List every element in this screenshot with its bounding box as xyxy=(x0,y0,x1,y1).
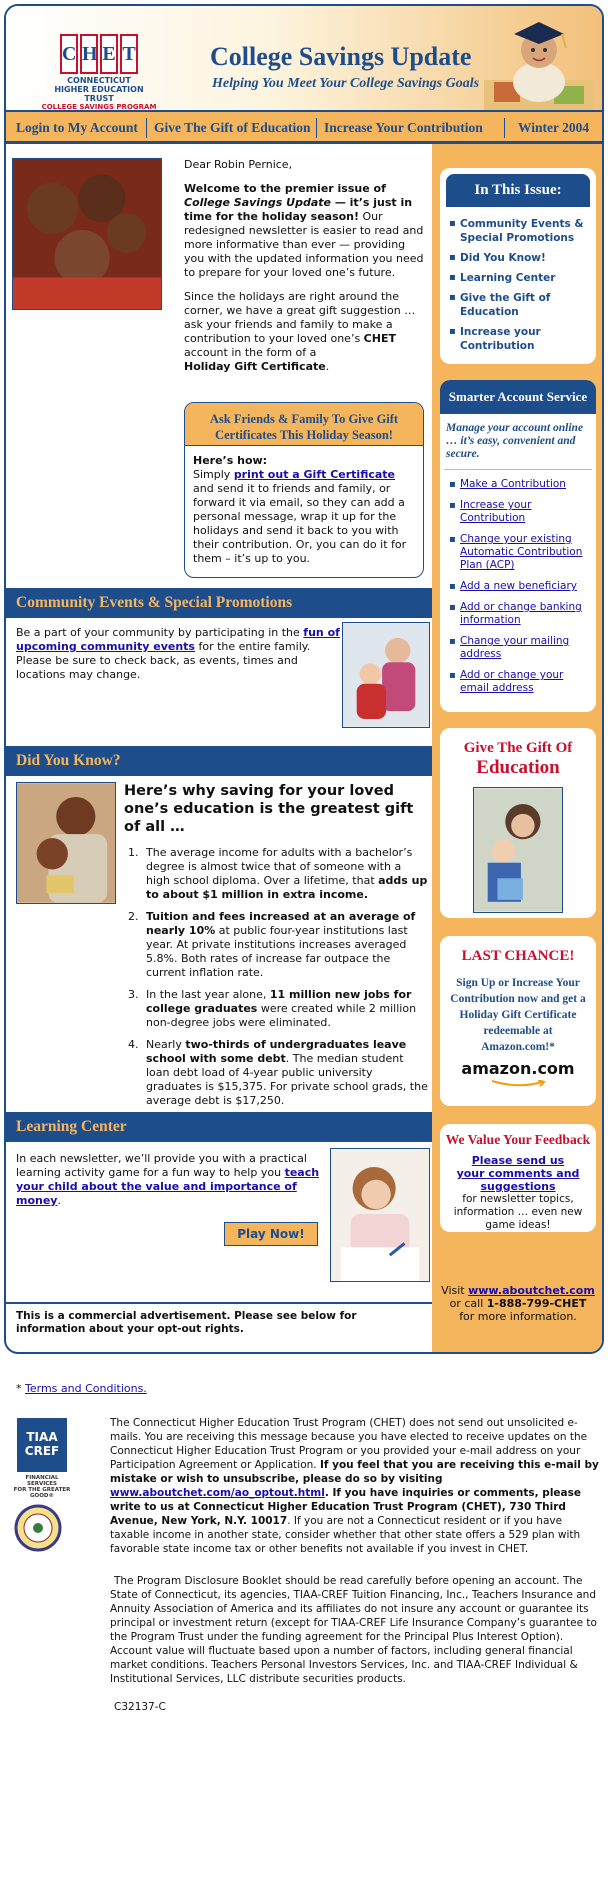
gift-suggestion-paragraph xyxy=(184,290,424,374)
visit-text: Visit xyxy=(441,1284,469,1297)
legal-text-part: The Connecticut Higher Education Trust Program (CHET) does not send out unsolicited e-mails. You are receiving this message because you have elected to receive updates on the Connecticut Higher Education Trust Program or you provided your e-mail address on your Participation Agreement or Application. xyxy=(110,1417,588,1471)
last-chance-heading: LAST CHANCE! xyxy=(461,948,575,964)
fact-text: . The median student loan debt load of 4-year public university graduates is $15,375. For private school grads, the average debt is $17,250. xyxy=(146,1052,428,1107)
issue-item-learning[interactable]: ▪ Learning Center xyxy=(444,271,590,285)
newsletter-frame xyxy=(4,4,604,1354)
learning-text-pre: In each newsletter, we’ll provide you with a practical learning activity game for a fun way to help you xyxy=(16,1152,307,1179)
header xyxy=(6,6,602,112)
legal-bold: If you feel that you are receiving this e-mail by mistake or wish to unsubscribe, please do so by visiting xyxy=(110,1459,599,1485)
disclosure-paragraph: The Program Disclosure Booklet should be read carefully before opening an account. The State of Connecticut, its agencies, TIAA-CREF Tuition Financing, Inc., Teachers Insurance and Annuity Association of America and its affiliates do not insure any account or guarantee its principal or investment return (except for TIAA-CREF Life Insurance Company’s guarantee to the Program Trust under the funding agreement for the Principal Plus Interest Option). Account value will fluctuate based upon a number of factors, including general financial market conditions. Teachers Personal Investors Services, Inc. and TIAA-CREF Individual & Institutional Services, LLC distribute securities products. xyxy=(110,1575,597,1685)
gift-box-heading: Ask Friends & Family To Give Gift Certificates This Holiday Season! xyxy=(185,403,423,445)
fact-highlight: Tuition and fees increased at an average of nearly 10% xyxy=(146,910,416,937)
add-beneficiary-link[interactable]: Add a new beneficiary xyxy=(460,580,577,592)
gift-certificate-box xyxy=(184,402,424,578)
feedback-link[interactable]: Please send us your comments and suggestions xyxy=(456,1154,580,1193)
teach-child-money-link[interactable]: teach your child about the value and importance of money xyxy=(16,1166,320,1207)
mailing-address-link[interactable]: Change your mailing address xyxy=(460,635,570,660)
mother-child-snow-photo xyxy=(342,622,430,728)
logo-line: HIGHER EDUCATION TRUST xyxy=(54,85,144,103)
punctuation: . xyxy=(325,360,330,373)
feedback-text: for newsletter topics, information … even new game ideas! xyxy=(453,1193,583,1231)
give-gift-line2: Education xyxy=(476,757,560,778)
newsletter-name: College Savings Update xyxy=(184,196,331,209)
change-acp-link[interactable]: Change your existing Automatic Contribution Plan (ACP) xyxy=(460,533,583,571)
did-you-know-content xyxy=(124,782,428,1116)
logo-letter: T xyxy=(120,34,138,74)
graduate-baby-image xyxy=(484,10,594,110)
aboutchet-link[interactable]: www.aboutchet.com xyxy=(468,1284,595,1297)
account-links xyxy=(440,478,596,695)
intro-bold: — it’s just in time for the holiday season! xyxy=(184,196,413,223)
tiaa-text: TIAA xyxy=(26,1430,58,1444)
newsletter-title: College Savings Update xyxy=(210,42,472,71)
make-contribution-link[interactable]: Make a Contribution xyxy=(460,478,566,490)
logo-line: CONNECTICUT xyxy=(67,76,131,85)
family-photo xyxy=(12,158,162,310)
gift-box-text: and send it to friends and family, or forward it via email, so they can add a personal message, wrap it up for the holidays and send it back to you with their contribution. Or, you can do it for them – it’s up to you. xyxy=(193,482,407,565)
learning-center-heading: Learning Center xyxy=(6,1112,432,1142)
nav-login-link[interactable]: Login to My Account xyxy=(16,120,138,135)
issue-item-did-you-know[interactable]: ▪ Did You Know! xyxy=(444,251,590,265)
newsletter-subtitle: Helping You Meet Your College Savings Goals xyxy=(212,76,480,91)
legal-bold: . If you have inquiries or comments, please write to us at Connecticut Higher Education Trust Program (CHET), 730 Third Avenue, New York, N.Y. 10017 xyxy=(110,1487,581,1527)
intro-text-rest: Since the holidays are right around the corner, we have a great gift suggestion … ask your friends and family to make a contribution to your loved one’s xyxy=(184,290,416,345)
commercial-disclaimer: This is a commercial advertisement. Please see below for information about your opt-out rights. xyxy=(6,1302,432,1352)
logo-letter: E xyxy=(100,34,118,74)
visit-text: for more information. xyxy=(459,1310,577,1323)
did-you-know-heading: Did You Know? xyxy=(6,746,432,776)
fact-item xyxy=(142,1038,428,1108)
tiaa-cref-logo xyxy=(12,1418,72,1499)
learning-text xyxy=(16,1152,328,1208)
chet-logo[interactable] xyxy=(40,34,158,111)
facts-list xyxy=(142,846,428,1108)
fact-item xyxy=(142,988,428,1030)
fact-text: The average income for adults with a bachelor’s degree is almost twice that of someone with a high school diploma. Over a lifetime, that xyxy=(146,846,413,887)
nav-separator xyxy=(504,118,505,138)
gift-box-text: Simply xyxy=(193,468,234,481)
fact-text: In the last year alone, xyxy=(146,988,270,1001)
opt-out-link[interactable]: www.aboutchet.com/ao_optout.html xyxy=(110,1487,325,1499)
fact-highlight: 11 million new jobs for college graduates xyxy=(146,988,412,1015)
mother-child-gift-photo xyxy=(473,787,563,913)
girl-drawing-photo xyxy=(330,1148,430,1282)
in-this-issue-box xyxy=(440,168,596,364)
in-this-issue-heading: In This Issue: xyxy=(446,174,590,207)
community-text xyxy=(16,626,341,682)
connecticut-seal-icon xyxy=(14,1504,62,1552)
terms-link[interactable]: Terms and Conditions. xyxy=(25,1382,147,1395)
sidebar xyxy=(432,144,602,1354)
amazon-logo: amazon.com xyxy=(461,1059,575,1078)
smarter-account-heading: Smarter Account Service xyxy=(440,380,596,414)
play-now-button[interactable]: Play Now! xyxy=(224,1222,318,1246)
community-section-heading: Community Events & Special Promotions xyxy=(6,588,432,618)
fact-text: at public four-year institutions last year. At private institutions increases averaged 5.8%. Both rates of increase far outpace the current inflation rate. xyxy=(146,924,408,979)
give-gift-box[interactable] xyxy=(440,728,596,918)
print-gift-certificate-link[interactable]: print out a Gift Certificate xyxy=(233,468,396,481)
intro-text-rest: account in the form of a xyxy=(184,346,317,359)
smarter-tagline: Manage your account online … it’s easy, convenient and secure. xyxy=(446,422,584,460)
fact-highlight: two-thirds of undergraduates leave school with some debt xyxy=(146,1038,407,1065)
email-address-link[interactable]: Add or change your email address xyxy=(460,669,564,694)
fact-highlight: adds up to about $1 million in extra income. xyxy=(146,874,428,901)
feedback-heading: We Value Your Feedback xyxy=(445,1132,591,1147)
fact-item xyxy=(142,910,428,980)
in-this-issue-list xyxy=(440,207,596,353)
nav-separator xyxy=(316,118,317,138)
asterisk: * xyxy=(16,1382,25,1395)
fact-text: Nearly xyxy=(146,1038,186,1051)
last-chance-box[interactable] xyxy=(440,936,596,1106)
increase-contribution-link[interactable]: Increase your Contribution xyxy=(460,499,532,524)
contact-info xyxy=(438,1284,598,1323)
last-chance-body: Sign Up or Increase Your Contribution now and get a Holiday Gift Certificate redeemable at Amazon.com!* xyxy=(450,977,586,1053)
punctuation: . xyxy=(57,1194,61,1207)
did-you-know-lead: Here’s why saving for your loved one’s education is the greatest gift of all … xyxy=(124,783,414,835)
nav-separator xyxy=(146,118,147,138)
issue-item-give-gift[interactable]: ▪ Give the Gift of Education xyxy=(444,291,590,319)
phone-number: 1-888-799-CHET xyxy=(486,1297,587,1310)
intro-paragraph xyxy=(184,182,424,280)
chet-bold: CHET xyxy=(363,332,396,345)
feedback-box xyxy=(440,1124,596,1232)
intro-bold: Welcome to the premier issue of xyxy=(184,182,386,195)
give-gift-line1: Give The Gift Of xyxy=(463,740,573,756)
visit-text: or call xyxy=(449,1297,487,1310)
nav-increase-link[interactable]: Increase Your Contribution xyxy=(324,120,483,135)
tiaa-tagline: FOR THE GREATER GOOD® xyxy=(13,1487,71,1499)
document-code: C32137-C xyxy=(114,1701,166,1713)
issue-date: Winter 2004 xyxy=(518,120,590,135)
legal-text-part: . If you are not a Connecticut resident or if you have taxable income in another state, consider whether that other state offers a 529 plan with favorable state income tax or other benefits not available if you invest in CHET. xyxy=(110,1515,581,1555)
father-child-photo xyxy=(16,782,116,904)
holiday-gift-certificate: Holiday Gift Certificate xyxy=(184,360,326,373)
tiaa-tagline: FINANCIAL SERVICES xyxy=(25,1475,59,1487)
logo-line: COLLEGE SAVINGS PROGRAM xyxy=(41,103,157,111)
cref-text: CREF xyxy=(24,1444,60,1458)
terms-line xyxy=(16,1382,147,1395)
fact-item xyxy=(142,846,428,902)
logo-letter: H xyxy=(80,34,98,74)
legal-text xyxy=(110,1416,604,1714)
community-events-link[interactable]: fun of upcoming community events xyxy=(16,626,340,653)
issue-item-community[interactable]: ▪ Community Events & Special Promotions xyxy=(444,217,590,245)
fact-text: were created while 2 million non-degree jobs were eliminated. xyxy=(146,1002,417,1029)
how-label: Here’s how: xyxy=(193,454,268,467)
logo-letter: C xyxy=(60,34,78,74)
banking-info-link[interactable]: Add or change banking information xyxy=(460,601,582,626)
intro-text xyxy=(184,158,424,374)
issue-item-increase[interactable]: ▪ Increase your Contribution xyxy=(444,325,590,353)
nav-give-gift-link[interactable]: Give The Gift of Education xyxy=(154,120,311,135)
intro-text-rest: Our redesigned newsletter is easier to read and more informative than ever — providing you with the updated information you need to prepare for your loved one’s future. xyxy=(184,210,424,279)
greeting: Dear Robin Pernice, xyxy=(184,158,293,171)
top-nav xyxy=(6,112,602,144)
community-text-post: for the entire family. Please be sure to check back, as events, times and locations may change. xyxy=(16,640,311,681)
community-text-pre: Be a part of your community by participating in the xyxy=(16,626,304,639)
smarter-account-box xyxy=(440,380,596,712)
amazon-smile-icon xyxy=(488,1080,548,1088)
